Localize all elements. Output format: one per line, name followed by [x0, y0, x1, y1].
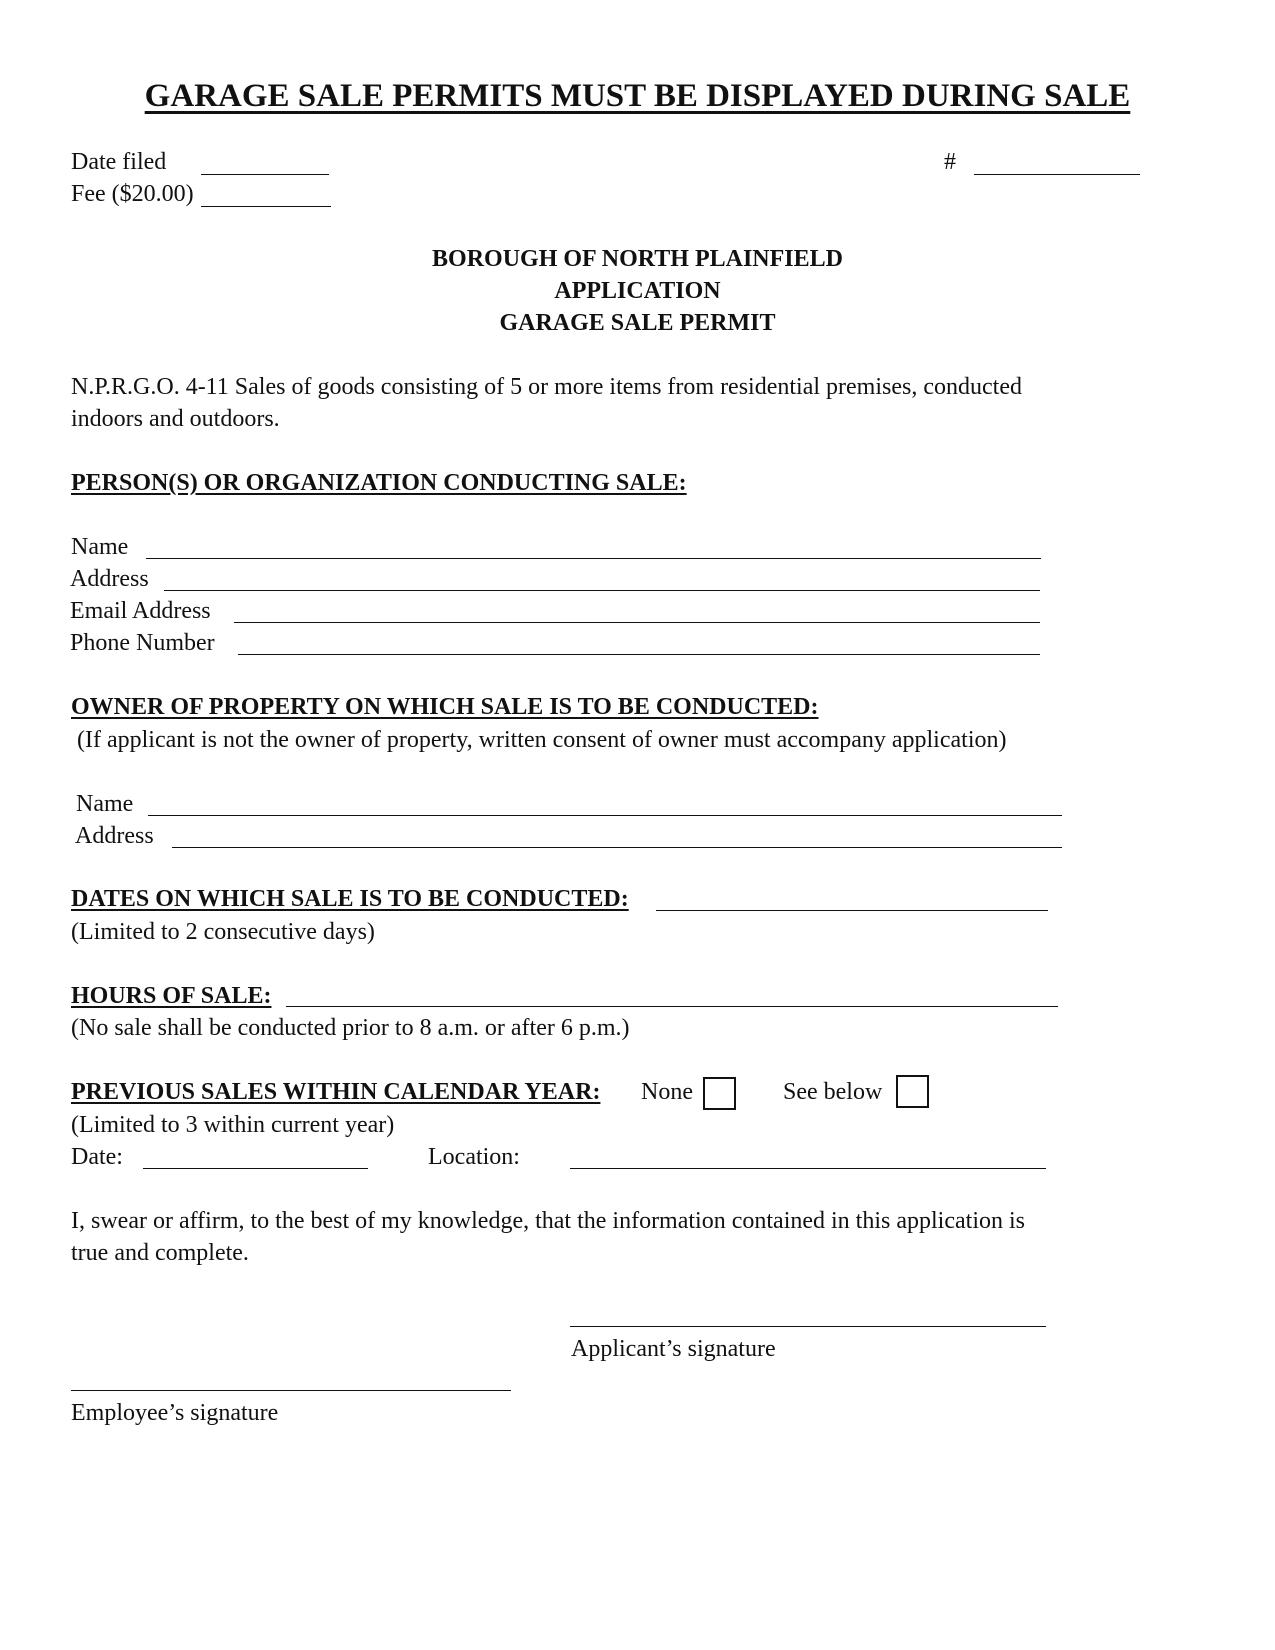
permit-number-label: # [944, 149, 956, 175]
option-none-checkbox[interactable] [703, 1077, 736, 1110]
applicant-address-label: Address [70, 566, 149, 592]
permit-heading: GARAGE SALE PERMIT [499, 310, 776, 336]
applicant-phone-label: Phone Number [70, 630, 215, 656]
sale-hours-field[interactable] [286, 1006, 1058, 1007]
applicant-signature-label: Applicant’s signature [571, 1336, 776, 1362]
affirmation-line1: I, swear or affirm, to the best of my knowledge, that the information contained in this application is [71, 1208, 1025, 1234]
applicant-signature-field[interactable] [570, 1326, 1046, 1327]
sale-dates-note: (Limited to 2 consecutive days) [71, 919, 375, 945]
owner-name-field[interactable] [148, 815, 1062, 816]
fee-field[interactable] [201, 206, 331, 207]
applicant-email-field[interactable] [234, 622, 1040, 623]
sale-dates-heading: DATES ON WHICH SALE IS TO BE CONDUCTED: [71, 886, 629, 912]
owner-name-label: Name [76, 791, 134, 817]
applicant-address-field[interactable] [164, 590, 1040, 591]
ordinance-text-line2: indoors and outdoors. [71, 406, 280, 432]
permit-number-field[interactable] [974, 174, 1140, 175]
owner-section-heading: OWNER OF PROPERTY ON WHICH SALE IS TO BE CONDUCTED: [71, 694, 819, 720]
option-see-below-checkbox[interactable] [896, 1075, 929, 1108]
owner-address-label: Address [75, 823, 154, 849]
applicant-name-field[interactable] [146, 558, 1041, 559]
applicant-section-heading: PERSON(S) OR ORGANIZATION CONDUCTING SALE: [71, 470, 687, 496]
option-see-below-label: See below [783, 1079, 883, 1105]
sale-dates-field[interactable] [656, 910, 1048, 911]
option-none-label: None [641, 1079, 693, 1105]
display-permit-banner: GARAGE SALE PERMITS MUST BE DISPLAYED DURING SALE [144, 78, 1131, 114]
sale-hours-note: (No sale shall be conducted prior to 8 a.m. or after 6 p.m.) [71, 1015, 630, 1041]
fee-label: Fee ($20.00) [71, 181, 194, 207]
previous-date-field[interactable] [143, 1168, 368, 1169]
affirmation-line2: true and complete. [71, 1240, 249, 1266]
borough-heading: BOROUGH OF NORTH PLAINFIELD [432, 246, 843, 272]
previous-sales-note: (Limited to 3 within current year) [71, 1112, 395, 1138]
previous-location-field[interactable] [570, 1168, 1046, 1169]
applicant-phone-field[interactable] [238, 654, 1040, 655]
date-filed-row [71, 147, 166, 177]
applicant-name-label: Name [71, 534, 129, 560]
date-filed-label: Date filed [71, 149, 167, 175]
employee-signature-label: Employee’s signature [71, 1400, 279, 1426]
applicant-email-label: Email Address [70, 598, 211, 624]
date-filed-field[interactable] [201, 174, 329, 175]
previous-date-label: Date: [71, 1144, 123, 1170]
ordinance-text-line1: N.P.R.G.O. 4-11 Sales of goods consisting of 5 or more items from residential premises, conducted [71, 374, 1022, 400]
sale-hours-heading: HOURS OF SALE: [71, 983, 272, 1009]
owner-consent-note: (If applicant is not the owner of property, written consent of owner must accompany application) [77, 727, 1007, 753]
owner-address-field[interactable] [172, 847, 1062, 848]
previous-sales-heading: PREVIOUS SALES WITHIN CALENDAR YEAR: [71, 1079, 601, 1105]
previous-location-label: Location: [428, 1144, 520, 1170]
application-heading: APPLICATION [554, 278, 721, 304]
employee-signature-field[interactable] [71, 1390, 511, 1391]
